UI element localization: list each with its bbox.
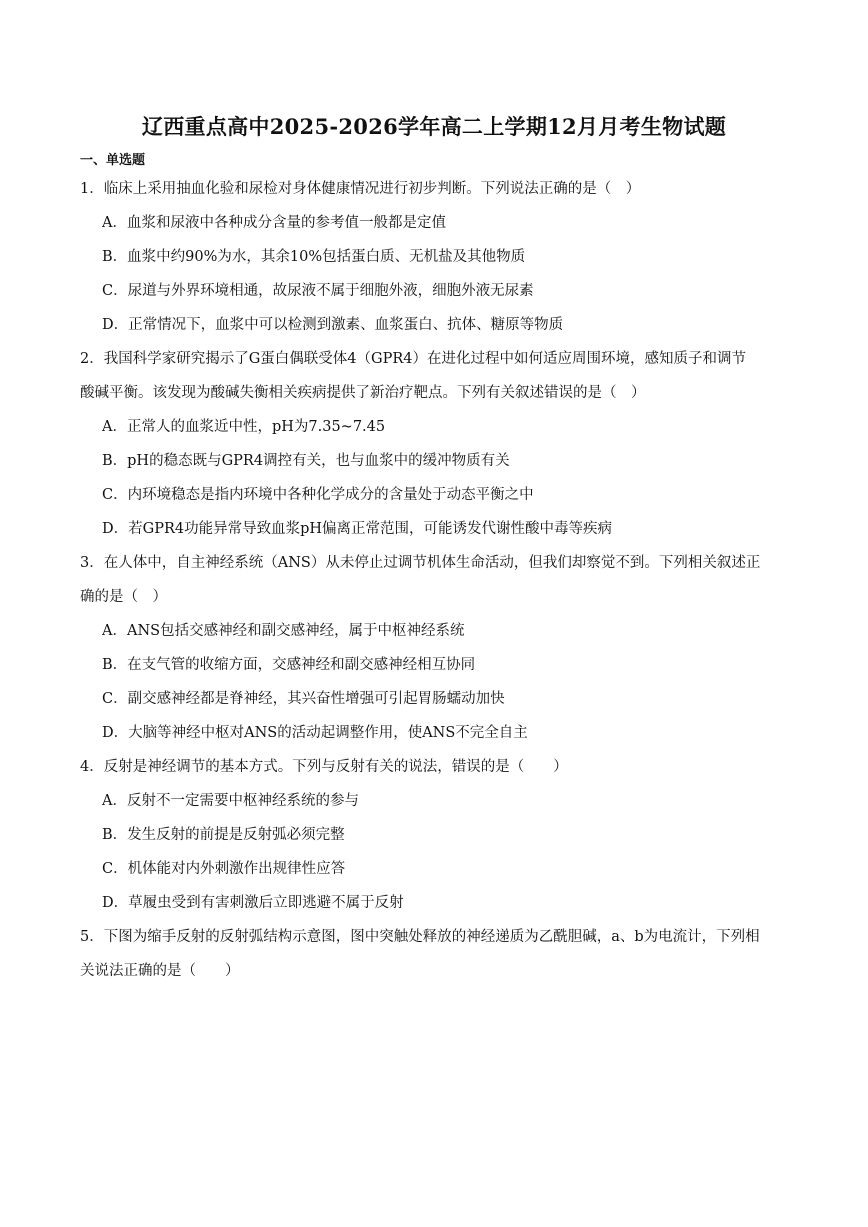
question-3-stem-line-2: 确的是（ ） <box>80 589 167 605</box>
question-2-option-c: C．内环境稳态是指内环境中各种化学成分的含量处于动态平衡之中 <box>102 487 534 503</box>
question-1-option-d: D．正常情况下，血浆中可以检测到激素、血浆蛋白、抗体、糖原等物质 <box>102 317 564 333</box>
question-2-stem-line-2: 酸碱平衡。该发现为酸碱失衡相关疾病提供了新治疗靶点。下列有关叙述错误的是（ ） <box>80 385 646 401</box>
document-title: 辽西重点高中2025-2026学年高二上学期12月月考生物试题 <box>141 114 727 139</box>
question-3-option-a: A．ANS包括交感神经和副交感神经，属于中枢神经系统 <box>102 623 465 639</box>
question-2-stem-line-1: 2．我国科学家研究揭示了G蛋白偶联受体4（GPR4）在进化过程中如何适应周围环境，感知质子和调节 <box>80 351 747 367</box>
question-2-option-a: A．正常人的血浆近中性，pH为7.35~7.45 <box>102 419 386 435</box>
section-heading: 一、单选题 <box>80 153 146 168</box>
question-3-option-c: C．副交感神经都是脊神经，其兴奋性增强可引起胃肠蠕动加快 <box>102 691 505 707</box>
question-1-option-b: B．血浆中约90%为水，其余10%包括蛋白质、无机盐及其他物质 <box>102 249 526 265</box>
question-4-option-a: A．反射不一定需要中枢神经系统的参与 <box>102 793 359 809</box>
question-4-option-b: B．发生反射的前提是反射弧必须完整 <box>102 827 345 843</box>
question-4-option-c: C．机体能对内外刺激作出规律性应答 <box>102 861 346 877</box>
question-1-stem: 1．临床上采用抽血化验和尿检对身体健康情况进行初步判断。下列说法正确的是（ ） <box>80 181 641 197</box>
question-3-option-b: B．在支气管的收缩方面，交感神经和副交感神经相互协同 <box>102 657 476 673</box>
question-4-option-d: D．草履虫受到有害刺激后立即逃避不属于反射 <box>102 895 404 911</box>
question-3-option-d: D．大脑等神经中枢对ANS的活动起调整作用，使ANS不完全自主 <box>102 725 528 741</box>
question-2-option-b: B．pH的稳态既与GPR4调控有关，也与血浆中的缓冲物质有关 <box>102 453 510 469</box>
question-2-option-d: D．若GPR4功能异常导致血浆pH偏离正常范围，可能诱发代谢性酸中毒等疾病 <box>102 521 613 537</box>
question-1-option-a: A．血浆和尿液中各种成分含量的参考值一般都是定值 <box>102 215 446 231</box>
question-1-option-c: C．尿道与外界环境相通，故尿液不属于细胞外液，细胞外液无尿素 <box>102 283 534 299</box>
question-4-stem: 4．反射是神经调节的基本方式。下列与反射有关的说法，错误的是（ ） <box>80 759 568 775</box>
question-5-stem-line-2: 关说法正确的是（ ） <box>80 963 240 979</box>
question-3-stem-line-1: 3．在人体中，自主神经系统（ANS）从未停止过调节机体生命活动，但我们却察觉不到。下列相关叙述正 <box>80 555 761 571</box>
question-5-stem-line-1: 5．下图为缩手反射的反射弧结构示意图，图中突触处释放的神经递质为乙酰胆碱，a、b为电流计，下列相 <box>80 929 760 945</box>
